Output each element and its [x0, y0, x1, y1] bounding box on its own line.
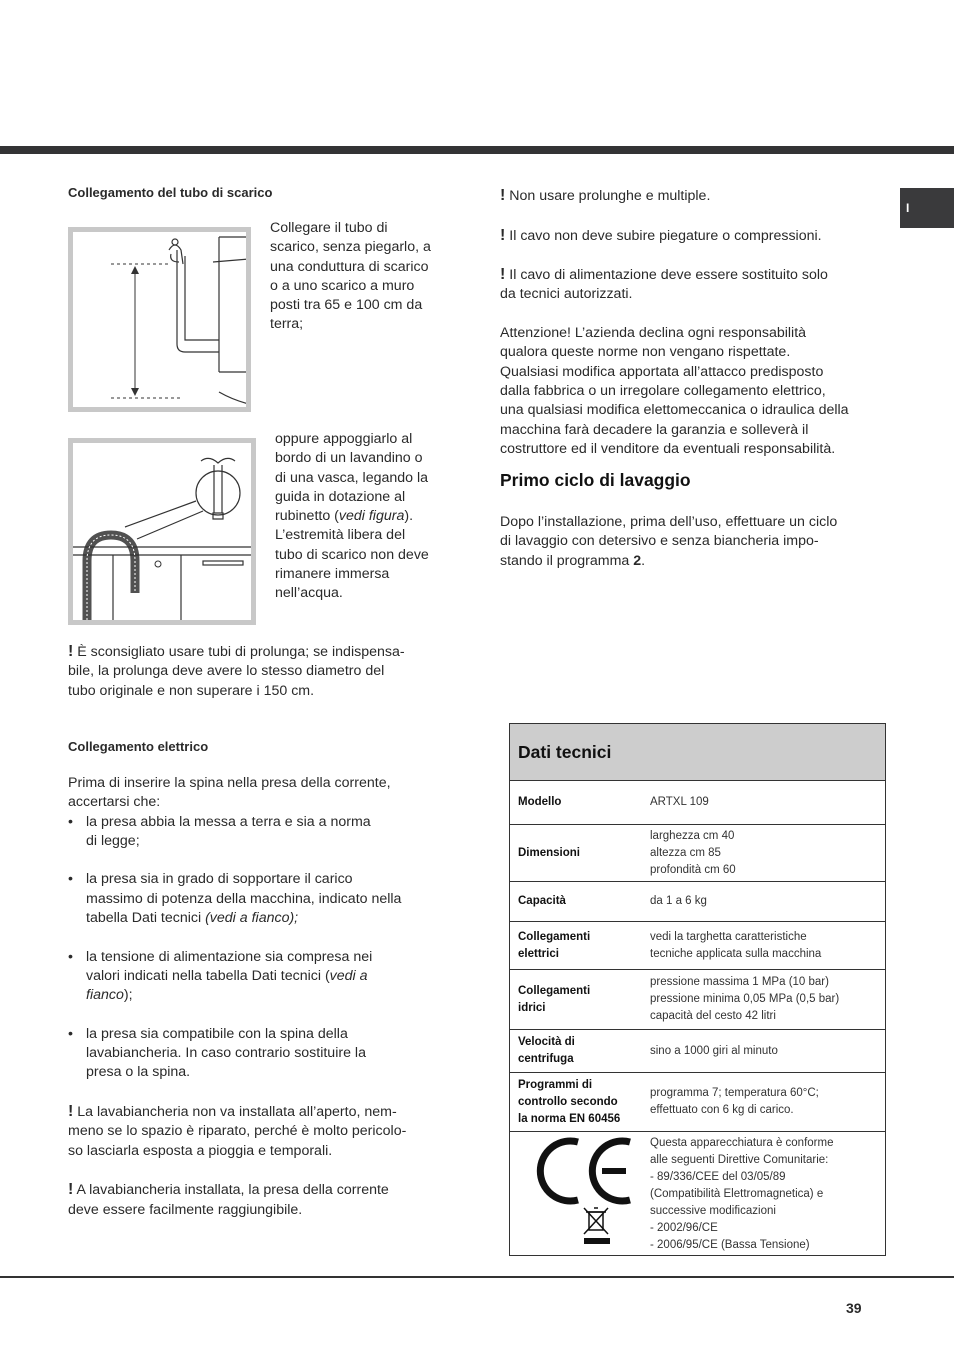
conformity-text: Questa apparecchiatura è conforme alle seguenti Direttive Comunitarie: - 89/336/CEE del 03/05/89 (Compatibilità Elettromagnetica) e successive modificazioni - 2002/96/CE - 2006/95/CE (Bassa Tensione)	[650, 1137, 834, 1251]
spec-label: Collegamenti elettrici	[518, 930, 591, 960]
spec-label: Programmi di controllo secondo la norma EN 60456	[518, 1078, 621, 1125]
drain-heading: Collegamento del tubo di scarico	[68, 185, 273, 200]
first-cycle-paragraph: Dopo l’installazione, prima dell’uso, effettuare un ciclo di lavaggio con detersivo e senza biancheria impo- stando il programma 2.	[500, 514, 838, 569]
spec-label: Velocità di centrifuga	[518, 1036, 575, 1065]
drain-fig2-text: oppure appoggiarlo al bordo di un lavandino o di una vasca, legando la guida in dotazione al rubinetto (vedi figura). L’estremità libera del tubo di scarico non deve rimanere immersa nell’acqua.	[275, 431, 429, 602]
electric-warning-outdoor: ! La lavabiancheria non va installata all’aperto, nem- meno se lo spazio è riparato, perché è molto pericolo- so lasciarla esposta a pioggia e temporali.	[68, 1103, 407, 1159]
page-number: 39	[846, 1300, 862, 1316]
drain-wall-drawing	[73, 232, 246, 407]
table-row	[510, 825, 885, 882]
spec-label: Modello	[518, 796, 562, 808]
first-cycle-heading: Primo ciclo di lavaggio	[500, 470, 691, 490]
right-warnings: ! Non usare prolunghe e multiple. ! Il cavo non deve subire piegature o compressioni. ! Il cavo di alimentazione deve essere sostituito solo da tecnici autorizzati. Attenzione! L’azienda declina ogni responsabilità qualora queste norme non vengano rispettate. Qualsiasi modifica apportata all’attacco predisposto dalla fabbrica o un irregolare collegamento elettrico, una qualsiasi modifica elettomeccanica o idraulica della macchina farà decadere la garanzia e solleverà il costruttore ed il venditore da eventuali responsabilità.	[500, 186, 885, 459]
language-tab: I	[900, 188, 954, 228]
bullet-plug: • la presa sia compatibile con la spina della lavabiancheria. In caso contrario sostituire la presa o la spina.	[68, 1025, 460, 1083]
electric-heading: Collegamento elettrico	[68, 739, 209, 754]
table-row	[510, 882, 885, 922]
table-row	[510, 922, 885, 970]
attention-paragraph: Attenzione! L’azienda declina ogni responsabilità qualora queste norme non vengano rispettate. Qualsiasi modifica apportata all’attacco predisposto dalla fabbrica o un irregolare collegamento elettrico, una qualsiasi modifica elettomeccanica o idraulica della macchina farà decadere la garanzia e solleverà il costruttore ed il venditore da eventuali responsabilità.	[500, 325, 849, 457]
electric-body: Prima di inserire la spina nella presa della corrente, accertarsi che: • la presa abbia la messa a terra e sia a norma di legge; • la presa sia in grado di sopportare il carico massimo di potenza della macchina, indicato nella tabella Dati tecnici (vedi a fianco); • la tensione di alimentazione sia compresa nei valori indicati nella tabella Dati tecnici (vedi a fianco); • la presa sia compatibile con la spina della lavabiancheria. In caso contrario sostituire la presa o la spina. ! La lavabiancheria non va installata all’aperto, nem- meno se lo spazio è riparato, perché è molto pericolo- so lasciarla esposta a pioggia e temporali. ! A lavabiancheria installata, la presa della corrente deve essere facilmente raggiungibile.	[68, 774, 460, 1220]
drain-warning: ! È sconsigliato usare tubi di prolunga; se indispensa- bile, la prolunga deve avere lo stesso diametro del tubo originale e non superare i 150 cm.	[68, 643, 405, 699]
crossed-bin-icon	[584, 1208, 608, 1234]
ce-mark-icon	[518, 1132, 638, 1250]
table-row	[510, 1030, 885, 1073]
spec-value: sino a 1000 giri al minuto	[650, 1044, 778, 1057]
electric-warning-socket: ! A lavabiancheria installata, la presa della corrente deve essere facilmente raggiungibile.	[68, 1181, 389, 1218]
bottom-rule	[0, 1276, 954, 1278]
bullet-earth: • la presa abbia la messa a terra e sia a norma di legge;	[68, 813, 460, 852]
drain-sink-figure	[68, 438, 256, 625]
spec-value: pressione massima 1 MPa (10 bar) pressione minima 0,05 MPa (0,5 bar) capacità del cesto 42 litri	[650, 976, 840, 1022]
spec-label: Capacità	[518, 895, 566, 907]
specs-table	[509, 723, 886, 1256]
spec-value: larghezza cm 40 altezza cm 85 profondità cm 60	[650, 829, 736, 876]
bullet-load: • la presa sia in grado di sopportare il carico massimo di potenza della macchina, indicato nella tabella Dati tecnici (vedi a fianco);	[68, 870, 460, 928]
table-row	[510, 1073, 885, 1132]
specs-title: Dati tecnici	[510, 724, 885, 781]
drain-sink-drawing	[73, 443, 251, 620]
drain-wall-figure	[68, 227, 251, 412]
spec-value: ARTXL 109	[650, 796, 709, 808]
top-bar	[0, 146, 954, 154]
bullet-voltage: • la tensione di alimentazione sia compresa nei valori indicati nella tabella Dati tecnici (vedi a fianco);	[68, 948, 460, 1006]
spec-value: programma 7; temperatura 60°C; effettuato con 6 kg di carico.	[650, 1087, 819, 1116]
spec-value: vedi la targhetta caratteristiche tecniche applicata sulla macchina	[650, 930, 822, 960]
spec-label: Collegamenti idrici	[518, 984, 591, 1014]
table-row	[510, 781, 885, 825]
table-row	[510, 1132, 885, 1255]
spec-label: Dimensioni	[518, 846, 580, 859]
drain-fig1-text: Collegare il tubo di scarico, senza piegarlo, a una conduttura di scarico o a uno scarico a muro posti tra 65 e 100 cm da terra;	[270, 220, 431, 333]
conformity-marks	[510, 1132, 650, 1255]
table-row	[510, 970, 885, 1030]
spec-value: da 1 a 6 kg	[650, 895, 707, 907]
